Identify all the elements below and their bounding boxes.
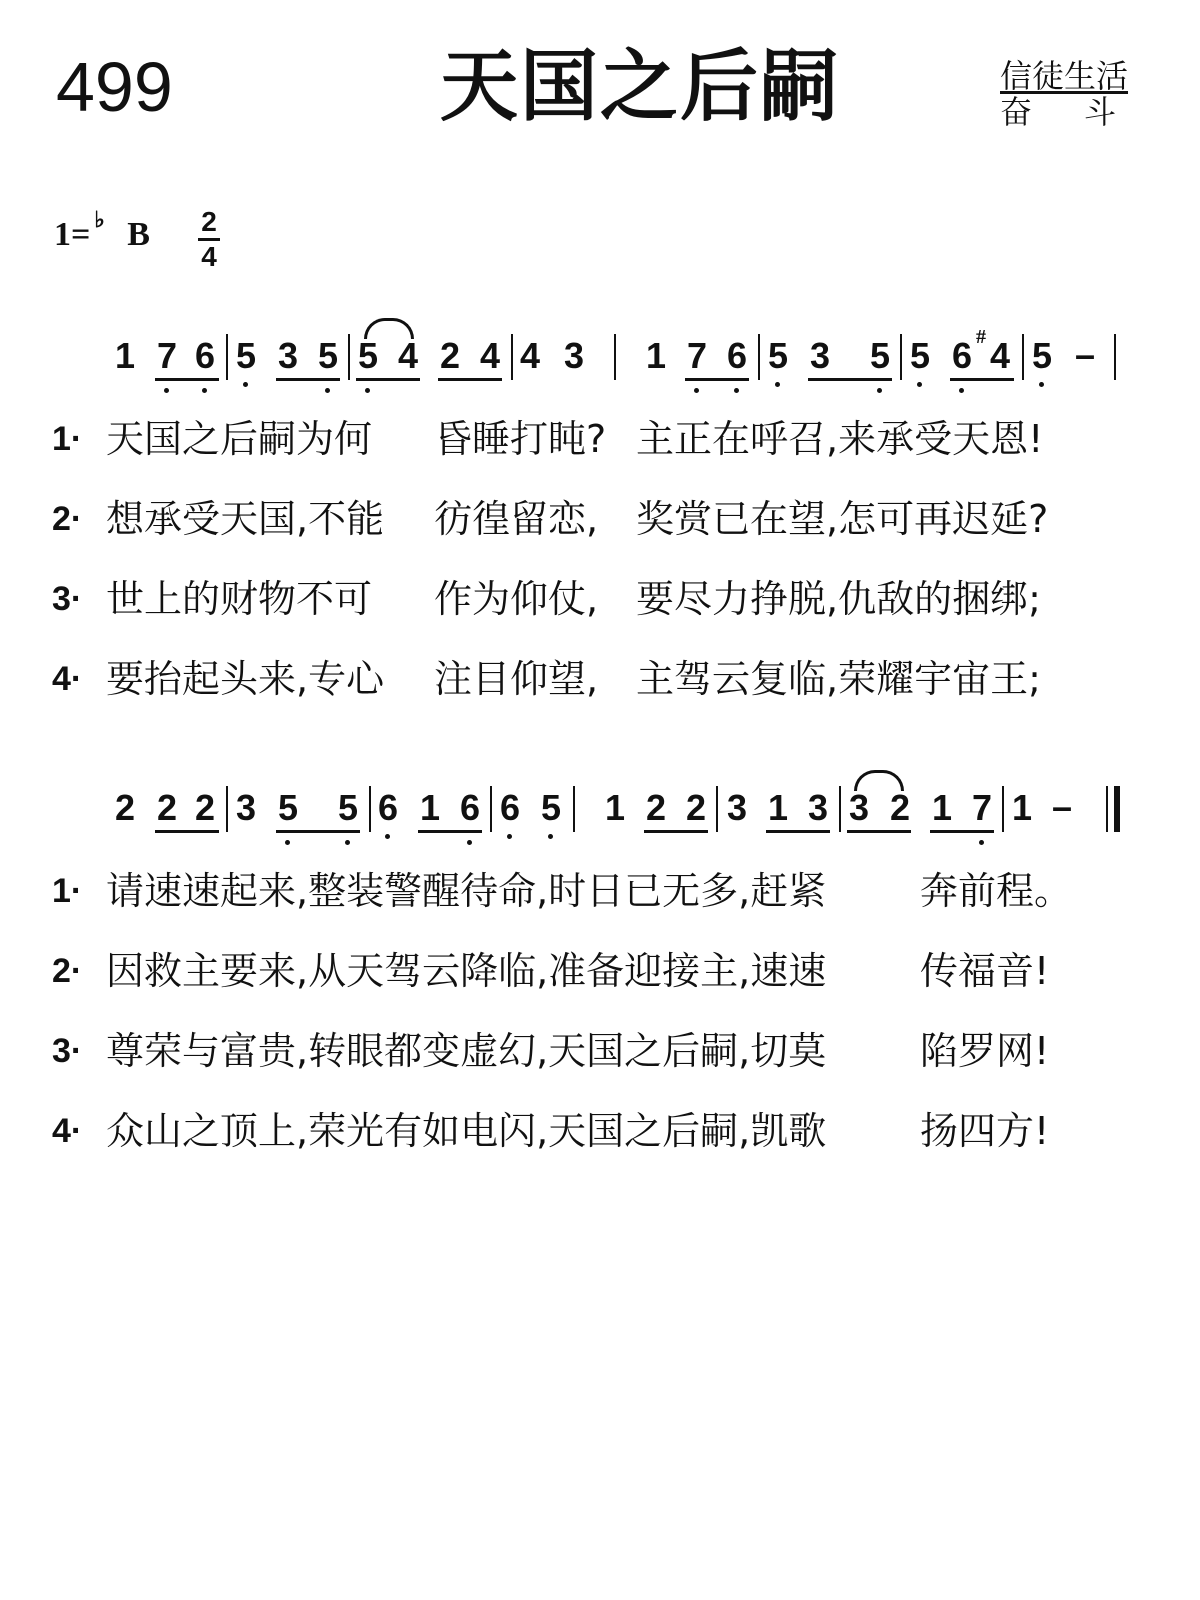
- lyric-phrase: 主正在呼召,来承受天恩!: [636, 417, 1044, 461]
- eighth-underline: [847, 830, 911, 833]
- lyric-phrase: 作为仰仗,: [434, 577, 599, 621]
- octave-dot: [285, 840, 290, 845]
- octave-dot: [694, 388, 699, 393]
- note: 5: [870, 335, 891, 376]
- eighth-underline: [418, 830, 482, 833]
- note: 2: [195, 787, 216, 828]
- flat-icon: ♭: [94, 207, 105, 232]
- octave-dot: [164, 388, 169, 393]
- note: 7: [687, 335, 708, 376]
- note: 2: [646, 787, 667, 828]
- note: 6: [195, 335, 216, 376]
- note: 5: [541, 787, 562, 828]
- key-signature: [54, 207, 150, 254]
- octave-dot: [877, 388, 882, 393]
- note: 1: [605, 787, 626, 828]
- octave-dot: [325, 388, 330, 393]
- barline: [226, 786, 228, 832]
- eighth-underline: [766, 830, 830, 833]
- note: 7: [972, 787, 993, 828]
- lyric-phrase: 尊荣与富贵,转眼都变虚幻,天国之后嗣,切莫: [106, 1029, 827, 1073]
- note: 2: [890, 787, 911, 828]
- note: 3: [236, 787, 257, 828]
- category-top: 信徒生活: [1000, 57, 1129, 95]
- note: 5: [236, 335, 257, 376]
- note-dash: –: [1075, 334, 1096, 375]
- lyric-phrase: 扬四方!: [920, 1109, 1050, 1153]
- note: 1: [115, 335, 136, 376]
- note: 6: [500, 787, 521, 828]
- note: 6: [952, 335, 973, 376]
- lyric-phrase: 要尽力挣脱,仇敌的捆绑;: [636, 577, 1041, 621]
- lyric-phrase: 注目仰望,: [434, 657, 599, 701]
- lyric-phrase: 天国之后嗣为何: [106, 417, 373, 461]
- notation-line-1: [0, 326, 1200, 408]
- eighth-underline: [950, 378, 1014, 381]
- octave-dot: [365, 388, 370, 393]
- note: 3: [278, 335, 299, 376]
- eighth-underline: [808, 378, 892, 381]
- barline: [369, 786, 371, 832]
- lyric-phrase: 彷徨留恋,: [434, 497, 599, 541]
- category-bottom: 奋斗: [1000, 93, 1169, 131]
- note: 3: [808, 787, 829, 828]
- verse-number: 2·: [52, 952, 83, 990]
- note: 5: [1032, 335, 1053, 376]
- key-letter: B: [127, 216, 150, 253]
- octave-dot: [979, 840, 984, 845]
- barline: [573, 786, 575, 832]
- note: 1: [768, 787, 789, 828]
- time-signature: [198, 208, 220, 271]
- time-numerator: 2: [201, 206, 217, 237]
- note: 5: [910, 335, 931, 376]
- lyric-phrase: 昏睡打盹?: [434, 417, 607, 461]
- octave-dot: [917, 382, 922, 387]
- verse-number: 1·: [52, 420, 83, 458]
- verse-number: 1·: [52, 872, 83, 910]
- lyric-phrase: 因救主要来,从天驾云降临,准备迎接主,速速: [106, 949, 827, 993]
- barline: [1002, 786, 1004, 832]
- note: 6: [378, 787, 399, 828]
- eighth-underline: [930, 830, 994, 833]
- note: 4: [990, 335, 1011, 376]
- verse-number: 3·: [52, 580, 83, 618]
- barline: [226, 334, 228, 380]
- note: 4: [520, 335, 541, 376]
- lyric-phrase: 主驾云复临,荣耀宇宙王;: [636, 657, 1041, 701]
- lyric-line: [52, 577, 1041, 630]
- note: 1: [932, 787, 953, 828]
- eighth-underline: [644, 830, 708, 833]
- sharp-icon: #: [976, 326, 986, 348]
- verse-number: 2·: [52, 500, 83, 538]
- note: 5: [278, 787, 299, 828]
- barline: [839, 786, 841, 832]
- note: 6: [727, 335, 748, 376]
- note: 4: [398, 335, 419, 376]
- lyric-line: [52, 657, 1041, 710]
- lyric-phrase: 众山之顶上,荣光有如电闪,天国之后嗣,凯歌: [106, 1109, 827, 1153]
- note-dash: –: [1052, 786, 1073, 827]
- lyric-line: [52, 1029, 1050, 1082]
- octave-dot: [959, 388, 964, 393]
- barline: [511, 334, 513, 380]
- lyric-line: [52, 949, 1050, 1002]
- lyric-phrase: 要抬起头来,专心: [106, 657, 385, 701]
- note: 3: [849, 787, 870, 828]
- barline: [900, 334, 902, 380]
- lyric-line: [52, 869, 1073, 922]
- note: 1: [420, 787, 441, 828]
- lyric-phrase: 陷罗网!: [920, 1029, 1050, 1073]
- note: 2: [115, 787, 136, 828]
- note: 5: [768, 335, 789, 376]
- note: 5: [358, 335, 379, 376]
- note: 2: [686, 787, 707, 828]
- octave-dot: [243, 382, 248, 387]
- lyric-line: [52, 1109, 1050, 1162]
- note: 5: [338, 787, 359, 828]
- octave-dot: [507, 834, 512, 839]
- octave-dot: [385, 834, 390, 839]
- eighth-underline: [155, 378, 219, 381]
- lyric-phrase: 请速速起来,整装警醒待命,时日已无多,赶紧: [106, 869, 827, 913]
- hymn-title: 天国之后嗣: [440, 42, 841, 132]
- octave-dot: [1039, 382, 1044, 387]
- lyric-line: [52, 497, 1049, 550]
- octave-dot: [548, 834, 553, 839]
- note: 3: [727, 787, 748, 828]
- hymn-number: 499: [56, 48, 173, 126]
- verse-number: 4·: [52, 660, 83, 698]
- verse-number: 4·: [52, 1112, 83, 1150]
- key-prefix: 1=: [54, 216, 91, 253]
- octave-dot: [734, 388, 739, 393]
- lyric-phrase: 奖赏已在望,怎可再迟延?: [636, 497, 1049, 541]
- lyric-line: [52, 417, 1044, 470]
- eighth-underline: [438, 378, 502, 381]
- final-barline-thick: [1114, 786, 1120, 832]
- octave-dot: [202, 388, 207, 393]
- time-denominator: 4: [201, 241, 217, 272]
- verse-number: 3·: [52, 1032, 83, 1070]
- note: 2: [157, 787, 178, 828]
- barline: [348, 334, 350, 380]
- final-barline-thin: [1106, 786, 1108, 832]
- note: 2: [440, 335, 461, 376]
- barline: [716, 786, 718, 832]
- barline: [614, 334, 616, 380]
- note: 3: [810, 335, 831, 376]
- eighth-underline: [276, 830, 360, 833]
- eighth-underline: [276, 378, 340, 381]
- octave-dot: [345, 840, 350, 845]
- note: 6: [460, 787, 481, 828]
- notation-line-2: [0, 786, 1200, 860]
- octave-dot: [775, 382, 780, 387]
- note: 5: [318, 335, 339, 376]
- category-label: [1000, 57, 1169, 131]
- barline: [1022, 334, 1024, 380]
- tie-arc: [364, 318, 414, 339]
- barline: [758, 334, 760, 380]
- octave-dot: [467, 840, 472, 845]
- note: 4: [480, 335, 501, 376]
- lyric-phrase: 奔前程。: [920, 869, 1073, 913]
- note: 3: [564, 335, 585, 376]
- note: 1: [1012, 787, 1033, 828]
- eighth-underline: [356, 378, 420, 381]
- lyric-phrase: 传福音!: [920, 949, 1050, 993]
- barline: [1114, 334, 1116, 380]
- note: 1: [646, 335, 667, 376]
- lyric-phrase: 世上的财物不可: [106, 577, 373, 621]
- eighth-underline: [685, 378, 749, 381]
- barline: [490, 786, 492, 832]
- note: 7: [157, 335, 178, 376]
- eighth-underline: [155, 830, 219, 833]
- lyric-phrase: 想承受天国,不能: [106, 497, 385, 541]
- tie-arc: [854, 770, 904, 791]
